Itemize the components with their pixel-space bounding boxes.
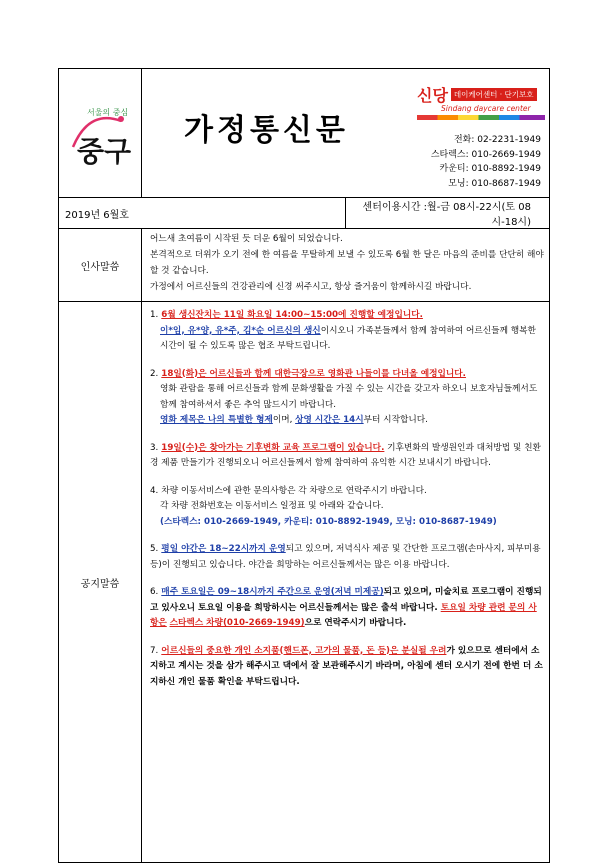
contact-county: 카운티: 010-8892-1949 [439, 164, 541, 174]
contact-phone: 전화: 02-2231-1949 [453, 135, 541, 145]
notice-item-5 [150, 542, 543, 573]
birthday-party-notice: 6월 생신잔치는 11일 화요일 14:00~15:00에 진행할 예정입니다. [161, 310, 423, 320]
notice-body [142, 302, 550, 863]
notice-item-3 [150, 441, 543, 472]
page-title: 가정통신문 [184, 113, 349, 148]
junggu-logo-icon [59, 69, 141, 193]
movie-title: 영화 제목은 나의 특별한 형제 [160, 415, 273, 425]
notice-item-7 [150, 644, 543, 691]
notice-item-4 [150, 484, 543, 531]
logo-cell [59, 69, 142, 198]
notice-item-2 [150, 367, 543, 429]
movie-outing-notice: 18일(화)은 어르신들과 함께 대한극장으로 영화관 나들이를 다녀올 예정입니다. [161, 368, 466, 379]
newsletter-table [58, 68, 550, 863]
greeting-body [142, 229, 550, 302]
notice-label: 공지말씀 [59, 302, 142, 863]
center-brand [417, 83, 545, 120]
brand-color-bar [417, 115, 545, 120]
item-number: 5. [150, 544, 159, 554]
item-number: 2. [150, 368, 159, 379]
newsletter-page [58, 68, 550, 863]
contact-list [431, 133, 541, 191]
title-cell [142, 69, 550, 198]
item-number: 1. [150, 310, 159, 320]
contact-morning: 모닝: 010-8687-1949 [448, 178, 541, 189]
item-text: 되고 있으며, 저녁식사 제공 및 간단한 프로그램(손마사지, 피부미용 등)이 진행되고 있습니다. 야간을 희망하는 어르신들께서는 많은 이용 바랍니다. [150, 544, 541, 570]
notice-item-6 [150, 585, 543, 632]
item-text: 영화 관람을 통해 어르신들과 함께 문화생활을 가질 수 있는 시간을 갖고자 하오니 보호자님들께서도 함께 참여하셔서 좋은 추억 많드시기 바랍니다. [160, 384, 538, 410]
saturday-hours: 매주 토요일은 09~18시까지 주간으로 운영(저녁 미제공) [161, 587, 384, 597]
item-text: 이시오니 가족분들께서 함께 참여하여 어르신들께 행복한 시간이 될 수 있도록 많은 협조 부탁드립니다. [160, 325, 536, 351]
weekday-night-hours: 평일 야간은 18~22시까지 운영 [161, 544, 286, 554]
hours-cell [346, 198, 550, 229]
item-text: 가 있으므로 센터에서 소지하고 계시는 것을 삼가 해주시고 댁에서 잘 보관해주시기 바라며, 아침에 센터 오시기 전에 한번 더 소지하신 개인 물품 확인을 부탁드립니다. [150, 645, 543, 687]
item-number: 4. [150, 485, 159, 496]
brand-en: Sindang daycare center [441, 104, 531, 113]
item-text: 되고 있으며, 미술치료 프로그램이 진행되고 있사오니 토요일 이용을 희망하시는 어르신들께서는 많은 출석 바랍니다. [150, 587, 542, 613]
climate-program-notice: 19일(수)은 찾아가는 기후변화 교육 프로그램이 있습니다. [161, 442, 385, 453]
greeting-line: 본격적으로 더위가 오기 전에 한 여름을 무탈하게 보낼 수 있도록 6월 한 달은 마음의 준비를 단단히 해야 할 것 같습니다. [150, 250, 544, 276]
item-text: 각 차량 전화번호는 이동서비스 일정표 및 아래와 같습니다. [160, 501, 384, 511]
item-text: 이며, [272, 415, 296, 425]
item-text: 기후변화의 발생원인과 대처방법 및 친환경 제품 만들기가 진행되오니 어르신들께서 함께 참여하여 유익한 시간 보내시기 바랍니다. [150, 442, 541, 468]
vehicle-phone-list: (스타렉스: 010-2669-1949, 카운티: 010-8892-1949, 모닝: 010-8687-1949) [160, 516, 497, 527]
saturday-vehicle-inquiry: 토요일 차량 관련 문의 사항은 [150, 602, 537, 628]
brand-main: 신당 [417, 86, 448, 105]
item-number: 6. [150, 587, 159, 597]
svg-text:서울의 중심: 서울의 중심 [87, 108, 129, 117]
item-number: 3. [150, 442, 159, 453]
brand-sub: 데이케어센터 · 단기보호 [451, 88, 537, 101]
item-text: 으로 연락주시기 바랍니다. [304, 618, 407, 628]
movie-time: 상영 시간은 14시 [295, 415, 364, 425]
belongings-warning: 어르신들의 중요한 개인 소지품(핸드폰, 고가의 물품, 돈 등)은 분실될 우려 [161, 645, 447, 656]
contact-starex: 스타렉스: 010-2669-1949 [430, 149, 541, 160]
item-number: 7. [150, 645, 159, 656]
item-text: 차량 이동서비스에 관한 문의사항은 각 차량으로 연락주시기 바랍니다. [161, 485, 427, 496]
svg-text:중구: 중구 [77, 135, 132, 168]
notice-item-1 [150, 308, 543, 355]
issue-cell [59, 198, 346, 229]
starex-vehicle-phone: 스타렉스 차량(010-2669-1949) [169, 618, 305, 628]
greeting-line: 어느새 초여름이 시작된 듯 더운 6월이 되었습니다. [150, 234, 343, 244]
greeting-line: 가정에서 어르신들의 건강관리에 신경 써주시고, 항상 즐거움이 함께하시길 바랍니다. [150, 282, 472, 292]
item-text: 부터 시작합니다. [363, 415, 428, 425]
issue-label: 2019년 6월호 [65, 209, 129, 221]
birthday-names: 이*임, 유*양, 유*주, 김*순 어르신의 생신 [160, 325, 321, 336]
hours-label: 센터이용시간 :월-금 08시-22시(토 08시-18시) [362, 202, 531, 228]
greeting-label: 인사말씀 [59, 229, 142, 302]
